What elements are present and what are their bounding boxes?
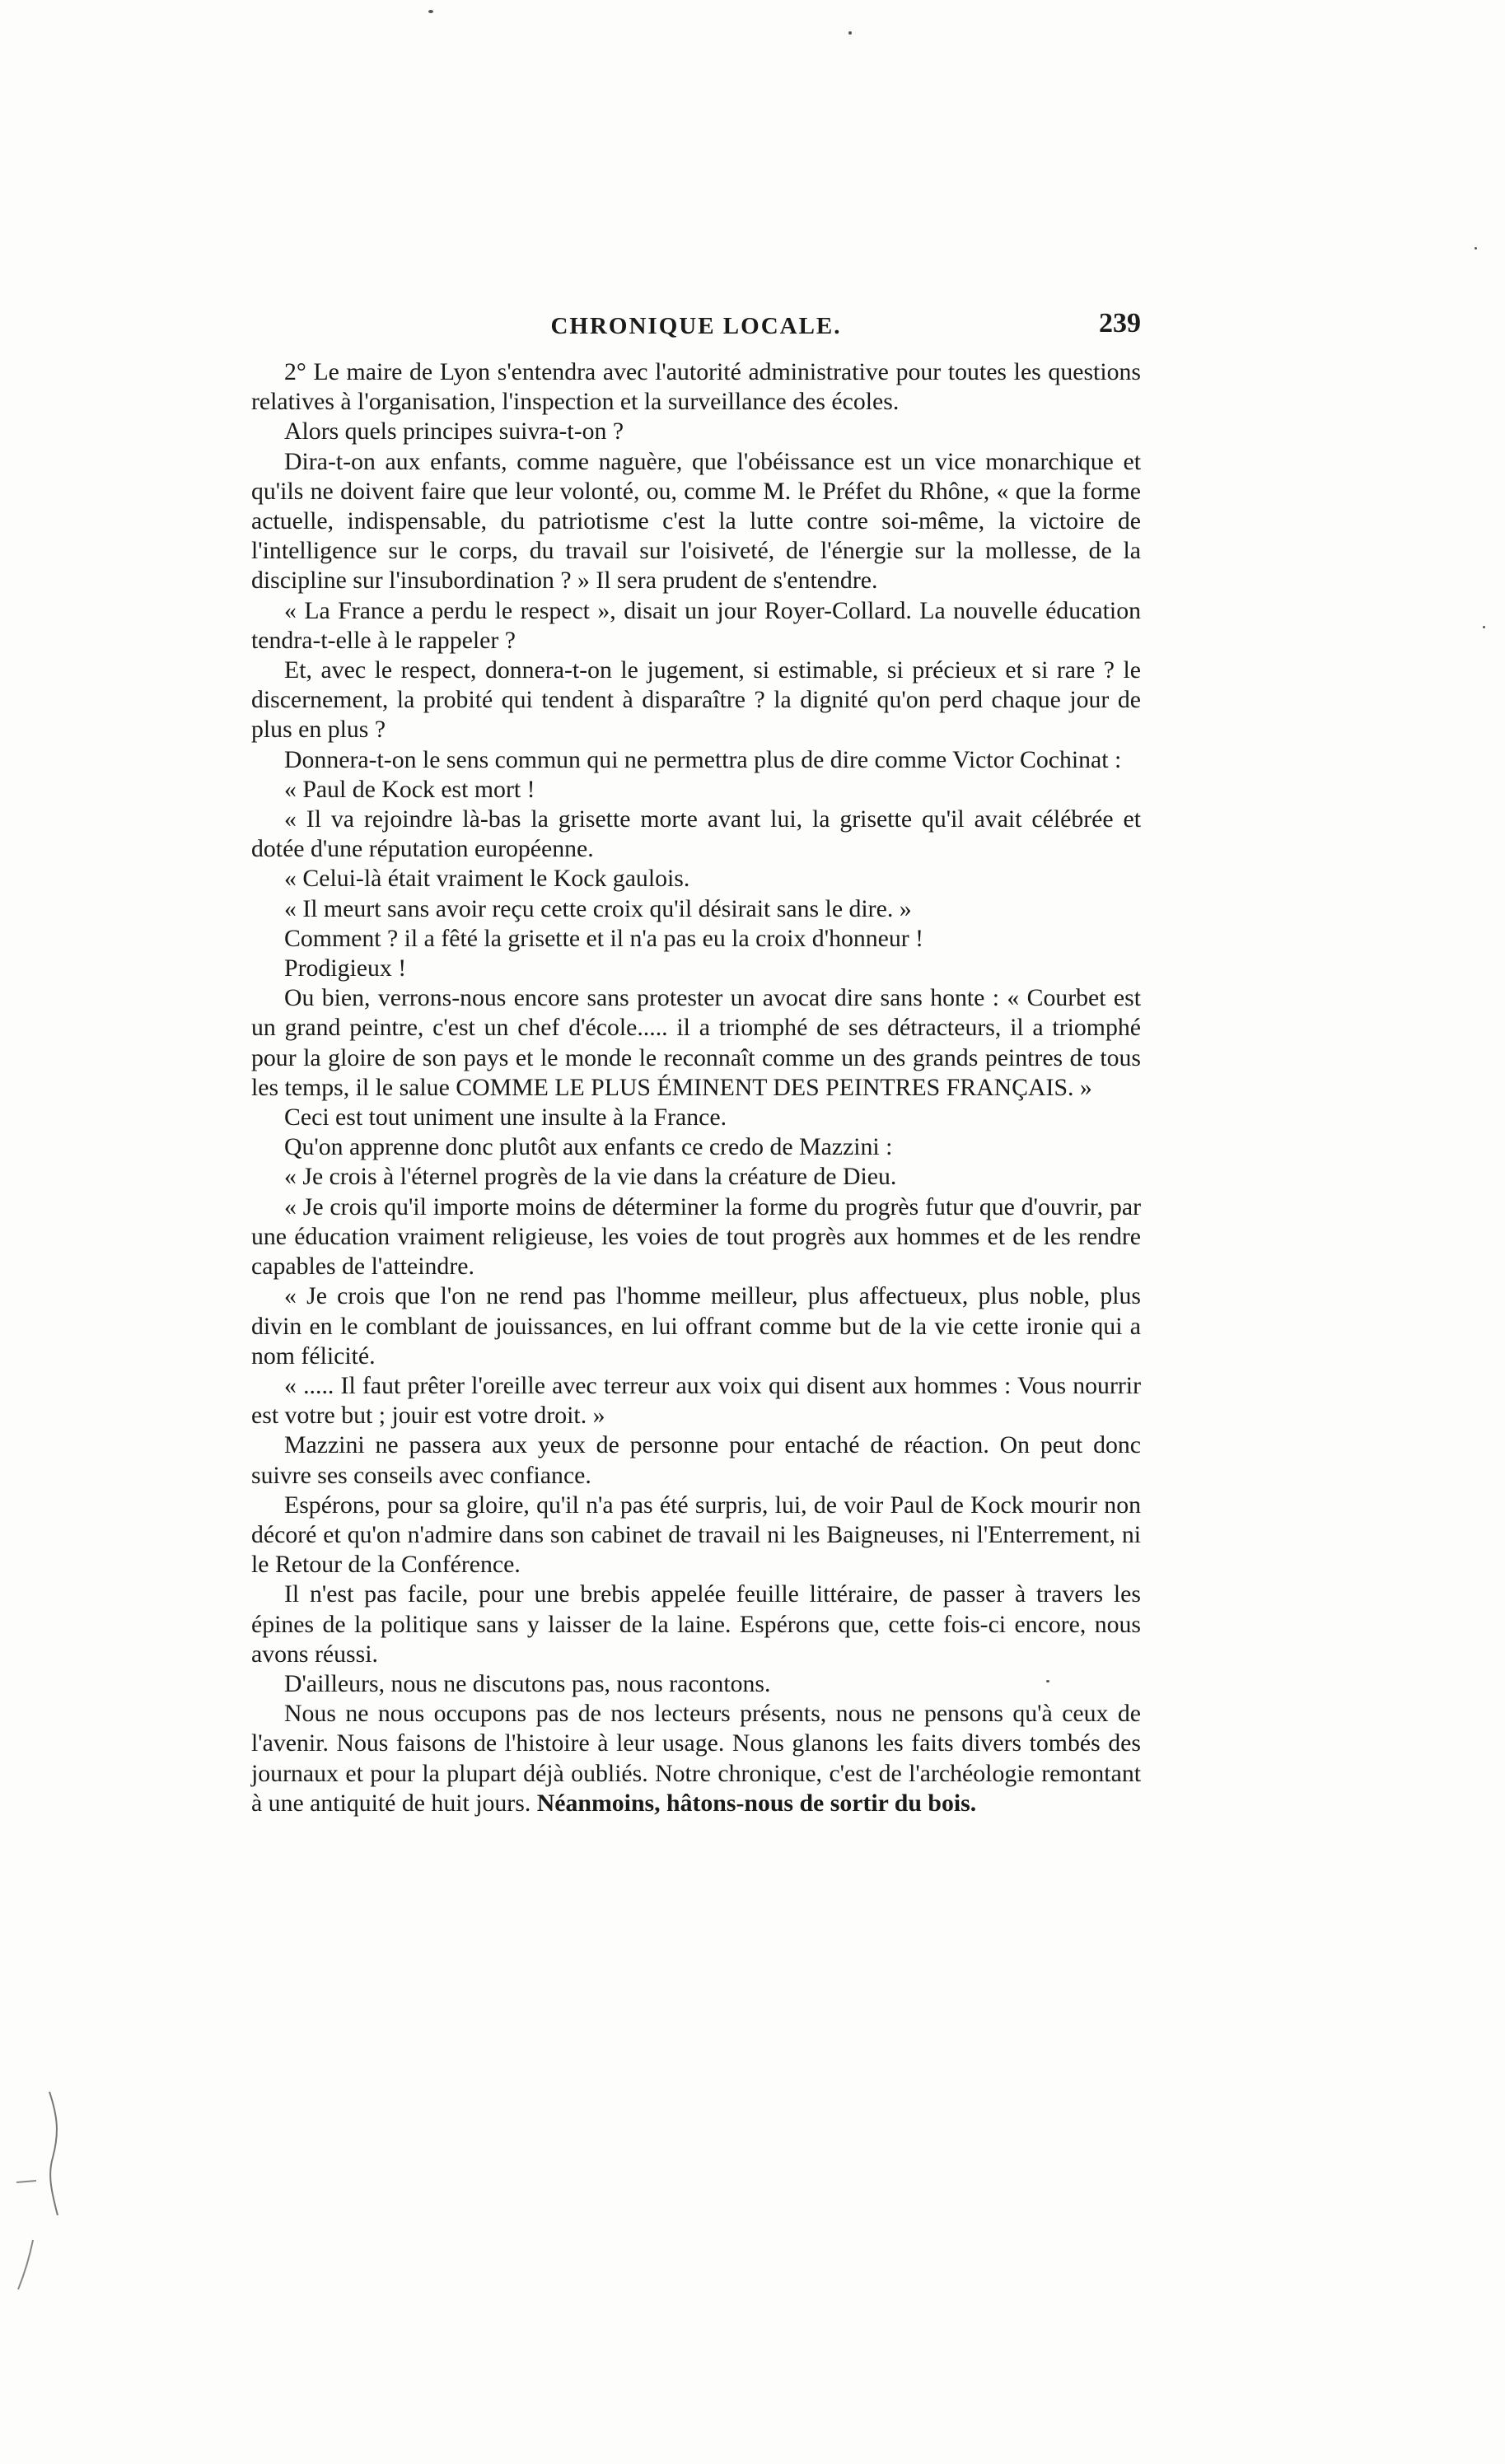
page-number: 239 (1099, 308, 1141, 338)
paragraph: Ou bien, verrons-nous encore sans protester un avocat dire sans honte : « Courbet est un grand peintre, c'est un chef d'école..... il a triomphé de ses détracteurs, il a triomphé pour la gloire de son pays et le monde le reconnaît comme un des grands peintres de tous les temps, il le salue COMME LE PLUS ÉMINENT DES PEINTRES FRANÇAIS. » (251, 984, 1141, 1101)
paragraph: « Il meurt sans avoir reçu cette croix qu'il désirait sans le dire. » (284, 894, 912, 922)
paragraph: Et, avec le respect, donnera-t-on le jugement, si estimable, si précieux et si rare ? le discernement, la probité qui tendent à disparaître ? la dignité qu'on perd chaque jour de plus en plus ? (251, 656, 1141, 744)
scan-speck (1475, 247, 1477, 250)
paragraph: Prodigieux ! (284, 954, 407, 982)
margin-scribble (0, 2084, 99, 2298)
paragraph: Donnera-t-on le sens commun qui ne permettra plus de dire comme Victor Cochinat : (284, 745, 1122, 773)
paragraph: « ..... Il faut prêter l'oreille avec terreur aux voix qui disent aux hommes : Vous nourrir est votre but ; jouir est votre droit. » (251, 1371, 1141, 1430)
page-body (251, 357, 1141, 1818)
scan-speck (1046, 1680, 1049, 1682)
paragraph: « Je crois à l'éternel progrès de la vie dans la créature de Dieu. (284, 1163, 897, 1191)
paragraph: Espérons, pour sa gloire, qu'il n'a pas été surpris, lui, de voir Paul de Kock mourir non décoré et qu'on n'admire dans son cabinet de travail ni les Baigneuses, ni l'Enterrement, ni le Retour de la Conférence. (251, 1491, 1141, 1579)
paragraph: Ceci est tout uniment une insulte à la France. (284, 1104, 727, 1132)
scan-speck (1483, 626, 1485, 628)
scan-speck (848, 31, 852, 35)
paragraph: « Paul de Kock est mort ! (284, 775, 535, 803)
book-page (251, 308, 1141, 1818)
paragraph: D'ailleurs, nous ne discutons pas, nous racontons. (284, 1669, 771, 1697)
paragraph: Il n'est pas facile, pour une brebis appelée feuille littéraire, de passer à travers les épines de la politique sans y laisser de la laine. Espérons que, cette fois-ci encore, nous avons réussi. (251, 1580, 1141, 1668)
paragraph: « Celui-là était vraiment le Kock gaulois. (284, 865, 690, 893)
paragraph: Alors quels principes suivra-t-on ? (284, 418, 624, 446)
paragraph: Mazzini ne passera aux yeux de personne pour entaché de réaction. On peut donc suivre ses conseils avec confiance. (251, 1431, 1141, 1489)
paragraph: Comment ? il a fêté la grisette et il n'a pas eu la croix d'honneur ! (284, 924, 924, 952)
paragraph: « La France a perdu le respect », disait un jour Royer-Collard. La nouvelle éducation tendra-t-elle à le rappeler ? (251, 596, 1141, 654)
running-title: CHRONIQUE LOCALE. (550, 313, 842, 339)
paragraph: Qu'on apprenne donc plutôt aux enfants ce credo de Mazzini : (284, 1133, 893, 1161)
paragraph: Dira-t-on aux enfants, comme naguère, que l'obéissance est un vice monarchique et qu'ils ne doivent faire que leur volonté, ou, comme M. le Préfet du Rhône, « que la forme actuelle, indispensable, du patriotisme c'est la lutte contre soi-même, la victoire de l'intelligence sur le corps, du travail sur l'oisiveté, de l'énergie sur la mollesse, de la discipline sur l'insubordination ? » Il sera prudent de s'entendre. (251, 447, 1141, 595)
paragraph: « Il va rejoindre là-bas la grisette morte avant lui, la grisette qu'il avait célébrée et dotée d'une réputation européenne. (251, 805, 1141, 863)
scan-speck (428, 10, 433, 13)
closing-sentence: Néanmoins, hâtons-nous de sortir du bois. (536, 1789, 977, 1817)
page-header (251, 308, 1141, 352)
paragraph: « Je crois que l'on ne rend pas l'homme meilleur, plus affectueux, plus noble, plus divin en le comblant de jouissances, en lui offrant comme but de la vie cette ironie qui a nom félicité. (251, 1282, 1141, 1370)
paragraph: 2° Le maire de Lyon s'entendra avec l'autorité administrative pour toutes les questions relatives à l'organisation, l'inspection et la surveillance des écoles. (251, 358, 1141, 416)
final-paragraph-text: Nous ne nous occupons pas de nos lecteurs présents, nous ne pensons qu'à ceux de l'avenir. Nous faisons de l'histoire à leur usage. Nous glanons les faits divers tombés des journaux et pour la plupart déjà oubliés. Notre chronique, c'est de l'archéologie remontant à une antiquité de huit jours. (251, 1700, 1141, 1817)
paragraph: « Je crois qu'il importe moins de déterminer la forme du progrès futur que d'ouvrir, par une éducation vraiment religieuse, les voies de tout progrès aux hommes et de les rendre capables de l'atteindre. (251, 1192, 1141, 1281)
final-paragraph (251, 1699, 1141, 1818)
